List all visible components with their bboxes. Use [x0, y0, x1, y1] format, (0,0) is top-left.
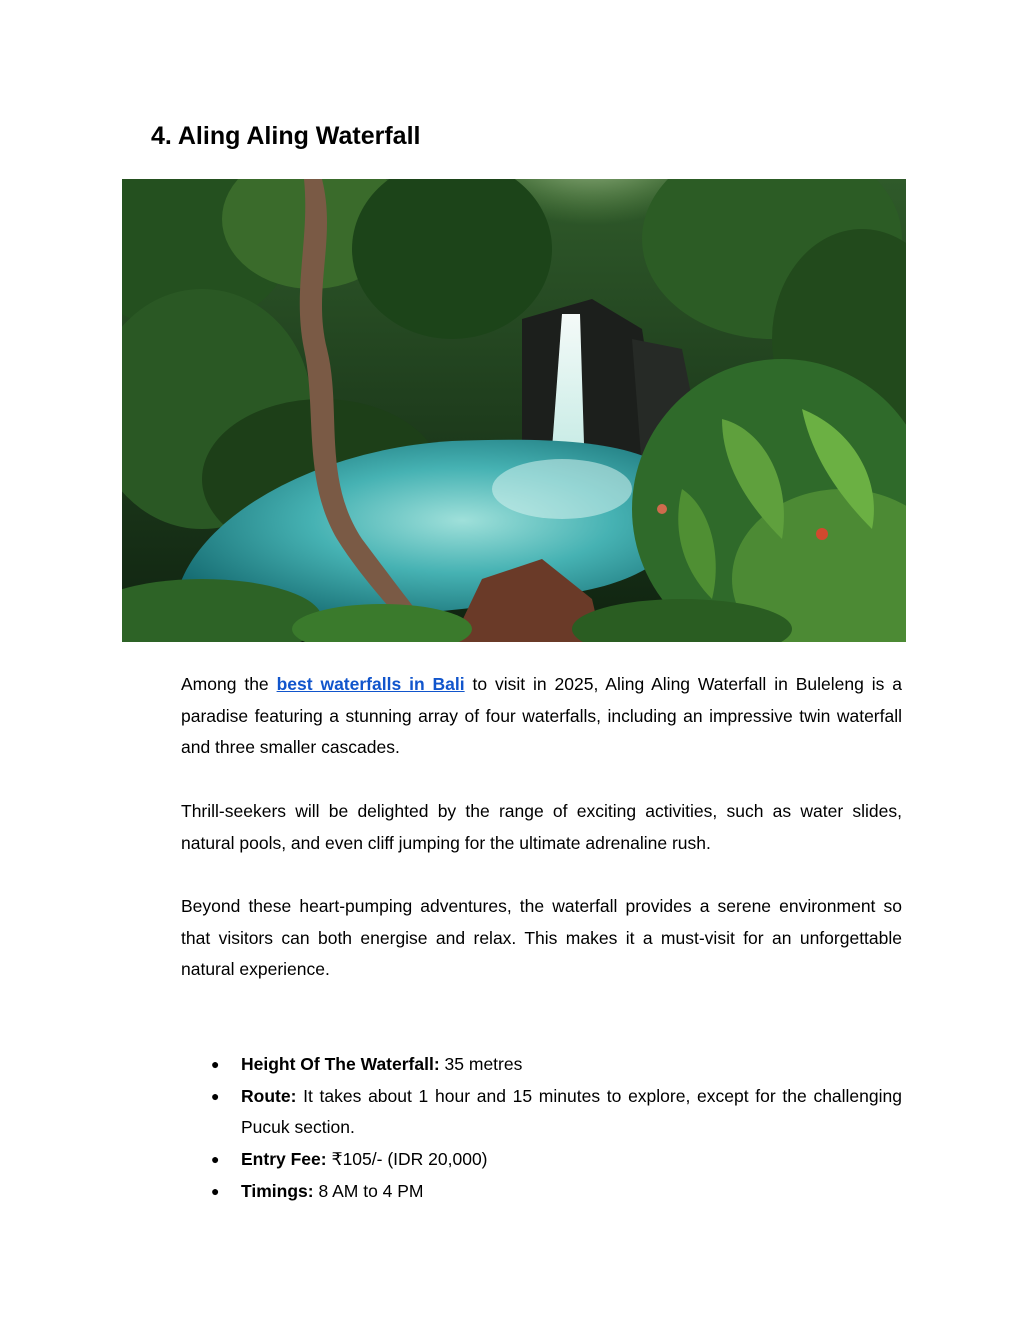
bullet-icon: ●: [211, 1151, 220, 1168]
intro-paragraph: [181, 669, 902, 764]
fact-entry-fee: [181, 1144, 902, 1176]
facts-list: [181, 1049, 902, 1208]
fact-value: 8 AM to 4 PM: [313, 1180, 424, 1201]
activities-paragraph: Thrill-seekers will be delighted by the range of exciting activities, such as water slides, natural pools, and even cliff jumping for the ultimate adrenaline rush.: [181, 801, 902, 853]
fact-route: [181, 1081, 902, 1144]
intro-text-start: Among the: [181, 674, 277, 694]
fact-label: Entry Fee:: [241, 1149, 327, 1170]
bullet-icon: ●: [211, 1087, 220, 1104]
bullet-icon: ●: [211, 1056, 220, 1072]
fact-value: 35 metres: [439, 1054, 523, 1074]
best-waterfalls-link[interactable]: best waterfalls in Bali: [276, 674, 465, 694]
fact-label: Height Of The Waterfall:: [241, 1054, 440, 1074]
fact-height: [181, 1049, 902, 1081]
fact-value: It takes about 1 hour and 15 minutes to explore, except for the challenging Pucuk section.: [241, 1085, 902, 1138]
page-title: 4. Aling Aling Waterfall: [151, 122, 421, 150]
fact-label: Timings:: [241, 1180, 314, 1201]
fact-timings: [181, 1176, 902, 1208]
environment-paragraph: Beyond these heart-pumping adventures, the waterfall provides a serene environment so that visitors can both energise and relax. This makes it a must-visit for an unforgettable natural experience.: [181, 896, 902, 980]
intro-text-end: to visit in 2025, Aling Aling Waterfall in Buleleng is a paradise featuring a stunning array of four waterfalls, including an impressive twin waterfall and three smaller cascades.: [181, 674, 903, 758]
bullet-icon: ●: [211, 1182, 220, 1199]
waterfall-photo: [122, 179, 906, 642]
fact-value: ₹105/- (IDR 20,000): [326, 1149, 488, 1170]
fact-label: Route:: [241, 1085, 297, 1106]
